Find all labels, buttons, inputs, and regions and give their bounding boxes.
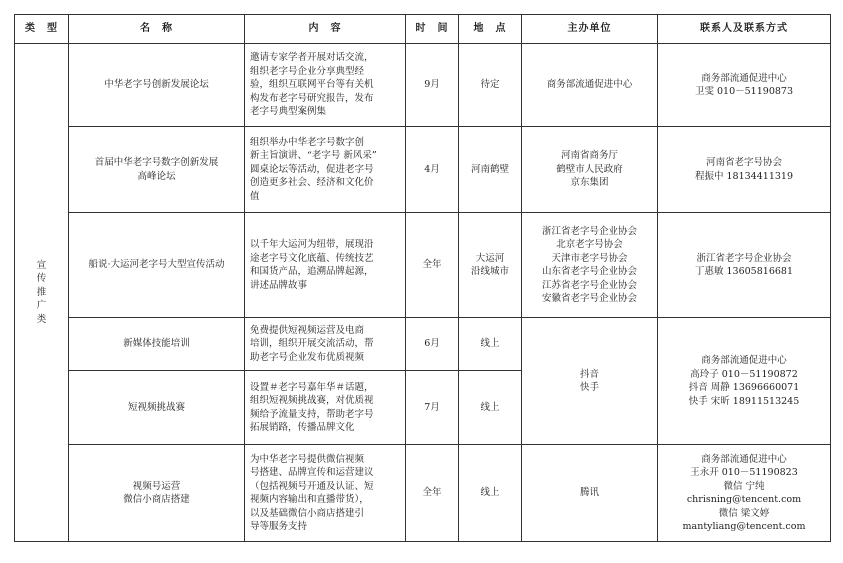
table-row: [15, 318, 831, 371]
row-organizer: 腾讯: [522, 445, 658, 542]
header-organizer: 主办单位: [522, 15, 658, 44]
row-location: 线上: [459, 318, 522, 371]
row-content: 邀请专家学者开展对话交流， 组织老字号企业分享典型经 验，组织互联网平台等有关机 构发布老字号研究报告，发布 老字号典型案例集: [245, 44, 406, 127]
row-location: 线上: [459, 371, 522, 445]
header-content: 内 容: [245, 15, 406, 44]
row-time: 9月: [406, 44, 459, 127]
row-organizer: 抖音 快手: [522, 318, 658, 445]
row-organizer: 河南省商务厅 鹤壁市人民政府 京东集团: [522, 127, 658, 213]
table-row: [15, 44, 831, 127]
row-content: 以千年大运河为纽带，展现沿 途老字号文化底蕴、传统技艺 和国货产品，追溯品牌起源， 讲述品牌故事: [245, 213, 406, 318]
header-location: 地 点: [459, 15, 522, 44]
header-contact: 联系人及联系方式: [658, 15, 831, 44]
activity-table: [14, 14, 831, 542]
table-row: [15, 213, 831, 318]
row-organizer: 浙江省老字号企业协会 北京老字号协会 天津市老字号协会 山东省老字号企业协会 江苏省老字号企业协会 安徽省老字号企业协会: [522, 213, 658, 318]
row-time: 全年: [406, 213, 459, 318]
header-time: 时 间: [406, 15, 459, 44]
row-contact: 商务部流通促进中心 卫雯 010－51190873: [658, 44, 831, 127]
row-name: 中华老字号创新发展论坛: [69, 44, 245, 127]
row-location: 大运河 沿线城市: [459, 213, 522, 318]
row-name: 首届中华老字号数字创新发展 高峰论坛: [69, 127, 245, 213]
row-name: 新媒体技能培训: [69, 318, 245, 371]
row-name: 视频号运营 微信小商店搭建: [69, 445, 245, 542]
category-cell: 宣 传 推 广 类: [15, 44, 69, 542]
row-name: 短视频挑战赛: [69, 371, 245, 445]
row-time: 全年: [406, 445, 459, 542]
row-organizer: 商务部流通促进中心: [522, 44, 658, 127]
row-time: 6月: [406, 318, 459, 371]
row-time: 4月: [406, 127, 459, 213]
row-contact: 河南省老字号协会 程振中 18134411319: [658, 127, 831, 213]
row-time: 7月: [406, 371, 459, 445]
row-content: 免费提供短视频运营及电商 培训，组织开展交流活动，帮 助老字号企业发布优质视频: [245, 318, 406, 371]
header-name: 名 称: [69, 15, 245, 44]
table-row: [15, 445, 831, 542]
row-contact: 商务部流通促进中心 高玲子 010－51190872 抖音 周静 13696660071 快手 宋昕 18911513245: [658, 318, 831, 445]
row-name: 船说·大运河老字号大型宣传活动: [69, 213, 245, 318]
table-row: [15, 127, 831, 213]
row-location: 线上: [459, 445, 522, 542]
header-row: [15, 15, 831, 44]
row-contact: 商务部流通促进中心 王永开 010－51190823 微信 宁纯 chrisning@tencent.com 微信 梁文婷 mantyliang@tencent.com: [658, 445, 831, 542]
row-content: 组织举办中华老字号数字创 新主旨演讲、“老字号 新风采” 圆桌论坛等活动，促进老字号 创造更多社会、经济和文化价 值: [245, 127, 406, 213]
header-type: 类 型: [15, 15, 69, 44]
row-location: 河南鹤壁: [459, 127, 522, 213]
row-content: 为中华老字号提供微信视频 号搭建、品牌宣传和运营建议 （包括视频号开通及认证、短 视频内容输出和直播带货）， 以及基础微信小商店搭建引 导等服务支持: [245, 445, 406, 542]
row-content: 设置＃老字号嘉年华＃话题， 组织短视频挑战赛，对优质视 频给予流量支持，帮助老字号 拓展销路，传播品牌文化: [245, 371, 406, 445]
row-location: 待定: [459, 44, 522, 127]
row-contact: 浙江省老字号企业协会 丁惠敏 13605816681: [658, 213, 831, 318]
